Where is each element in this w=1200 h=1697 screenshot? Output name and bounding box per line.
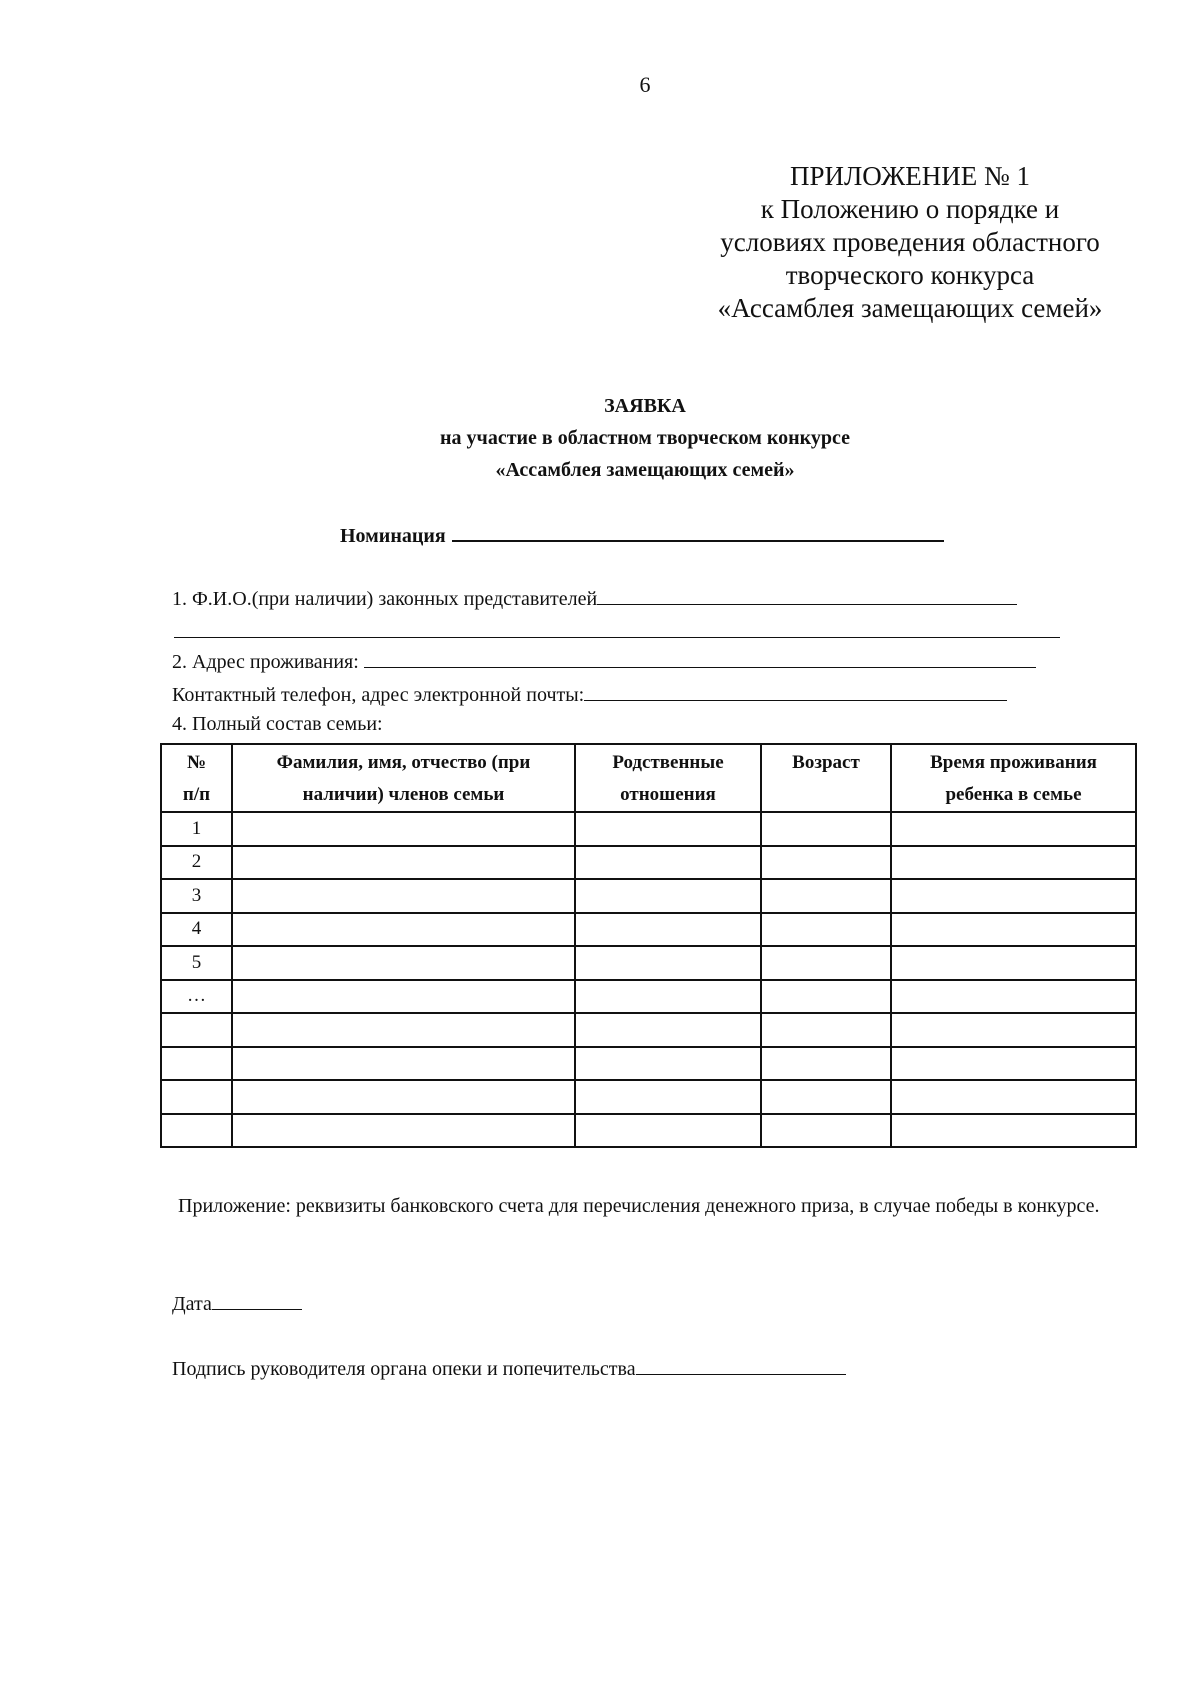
row-number: 4 bbox=[161, 913, 232, 947]
relation-cell[interactable] bbox=[575, 1047, 761, 1081]
relation-cell[interactable] bbox=[575, 1013, 761, 1047]
appendix-line: к Положению о порядке и bbox=[760, 194, 1060, 224]
table-row bbox=[161, 1047, 1136, 1081]
table-row bbox=[161, 980, 1136, 1014]
signature-field[interactable] bbox=[636, 1355, 846, 1375]
nomination-label: Номинация bbox=[340, 525, 446, 547]
header-full-name: Фамилия, имя, отчество (при наличии) членов семьи bbox=[232, 744, 575, 812]
residence-cell[interactable] bbox=[891, 1114, 1136, 1148]
family-table bbox=[160, 743, 1137, 1148]
address-label: 2. Адрес проживания: bbox=[172, 651, 359, 673]
header-number: № п/п bbox=[161, 744, 232, 812]
residence-cell[interactable] bbox=[891, 812, 1136, 846]
residence-cell[interactable] bbox=[891, 1013, 1136, 1047]
relation-cell[interactable] bbox=[575, 812, 761, 846]
table-row bbox=[161, 1080, 1136, 1114]
representatives-field[interactable] bbox=[597, 585, 1017, 605]
relation-cell[interactable] bbox=[575, 879, 761, 913]
representatives-label: 1. Ф.И.О.(при наличии) законных представителей bbox=[172, 588, 598, 610]
row-number bbox=[161, 1114, 232, 1148]
relation-cell[interactable] bbox=[575, 846, 761, 880]
relation-cell[interactable] bbox=[575, 1080, 761, 1114]
name-cell[interactable] bbox=[232, 1114, 575, 1148]
residence-cell[interactable] bbox=[891, 913, 1136, 947]
age-cell[interactable] bbox=[761, 1047, 891, 1081]
name-cell[interactable] bbox=[232, 879, 575, 913]
row-number bbox=[161, 1080, 232, 1114]
name-cell[interactable] bbox=[232, 1013, 575, 1047]
date-label: Дата bbox=[172, 1293, 212, 1315]
residence-cell[interactable] bbox=[891, 846, 1136, 880]
appendix-line: «Ассамблея замещающих семей» bbox=[717, 293, 1103, 323]
name-cell[interactable] bbox=[232, 1080, 575, 1114]
age-cell[interactable] bbox=[761, 946, 891, 980]
residence-cell[interactable] bbox=[891, 1047, 1136, 1081]
relation-cell[interactable] bbox=[575, 913, 761, 947]
table-row bbox=[161, 879, 1136, 913]
age-cell[interactable] bbox=[761, 812, 891, 846]
representatives-row bbox=[172, 585, 1017, 611]
name-cell[interactable] bbox=[232, 846, 575, 880]
nomination-field[interactable] bbox=[452, 520, 944, 542]
row-number: 2 bbox=[161, 846, 232, 880]
table-row bbox=[161, 946, 1136, 980]
form-title-block bbox=[0, 390, 1200, 486]
age-cell[interactable] bbox=[761, 913, 891, 947]
table-row bbox=[161, 1013, 1136, 1047]
residence-cell[interactable] bbox=[891, 980, 1136, 1014]
name-cell[interactable] bbox=[232, 1047, 575, 1081]
row-number: … bbox=[161, 980, 232, 1014]
age-cell[interactable] bbox=[761, 879, 891, 913]
contacts-field[interactable] bbox=[584, 681, 1007, 701]
header-residence-time: Время проживания ребенка в семье bbox=[891, 744, 1136, 812]
age-cell[interactable] bbox=[761, 846, 891, 880]
age-cell[interactable] bbox=[761, 1080, 891, 1114]
name-cell[interactable] bbox=[232, 980, 575, 1014]
page-number: 6 bbox=[639, 72, 651, 97]
appendix-header bbox=[680, 160, 1140, 325]
table-row bbox=[161, 846, 1136, 880]
appendix-line: ПРИЛОЖЕНИЕ № 1 bbox=[789, 161, 1031, 191]
table-row bbox=[161, 812, 1136, 846]
table-header-row bbox=[161, 744, 1136, 812]
date-row bbox=[172, 1290, 302, 1316]
date-field[interactable] bbox=[212, 1290, 302, 1310]
contacts-row bbox=[172, 681, 1007, 707]
row-number: 3 bbox=[161, 879, 232, 913]
header-relation: Родственные отношения bbox=[575, 744, 761, 812]
age-cell[interactable] bbox=[761, 1013, 891, 1047]
form-title: ЗАЯВКА bbox=[604, 395, 686, 417]
residence-cell[interactable] bbox=[891, 946, 1136, 980]
relation-cell[interactable] bbox=[575, 1114, 761, 1148]
name-cell[interactable] bbox=[232, 913, 575, 947]
address-row bbox=[172, 648, 1036, 674]
appendix-line: условиях проведения областного bbox=[720, 227, 1100, 257]
name-cell[interactable] bbox=[232, 946, 575, 980]
family-composition-label: 4. Полный состав семьи: bbox=[172, 713, 383, 735]
appendix-line: творческого конкурса bbox=[785, 260, 1035, 290]
name-cell[interactable] bbox=[232, 812, 575, 846]
address-field[interactable] bbox=[364, 648, 1036, 668]
age-cell[interactable] bbox=[761, 980, 891, 1014]
representatives-field-continued[interactable] bbox=[174, 637, 1060, 638]
attachment-note: Приложение: реквизиты банковского счета для перечисления денежного приза, в случае победы в конкурсе. bbox=[178, 1195, 1100, 1217]
row-number bbox=[161, 1013, 232, 1047]
relation-cell[interactable] bbox=[575, 946, 761, 980]
contest-name: «Ассамблея замещающих семей» bbox=[495, 459, 795, 481]
age-cell[interactable] bbox=[761, 1114, 891, 1148]
signature-row bbox=[172, 1355, 846, 1381]
table-row bbox=[161, 913, 1136, 947]
row-number bbox=[161, 1047, 232, 1081]
row-number: 5 bbox=[161, 946, 232, 980]
header-age: Возраст bbox=[761, 744, 891, 812]
table-row bbox=[161, 1114, 1136, 1148]
relation-cell[interactable] bbox=[575, 980, 761, 1014]
signature-label: Подпись руководителя органа опеки и попечительства bbox=[172, 1358, 636, 1380]
residence-cell[interactable] bbox=[891, 1080, 1136, 1114]
residence-cell[interactable] bbox=[891, 879, 1136, 913]
form-subtitle: на участие в областном творческом конкурсе bbox=[440, 427, 850, 449]
row-number: 1 bbox=[161, 812, 232, 846]
nomination-row bbox=[340, 520, 944, 548]
contacts-label: Контактный телефон, адрес электронной почты: bbox=[172, 684, 585, 706]
